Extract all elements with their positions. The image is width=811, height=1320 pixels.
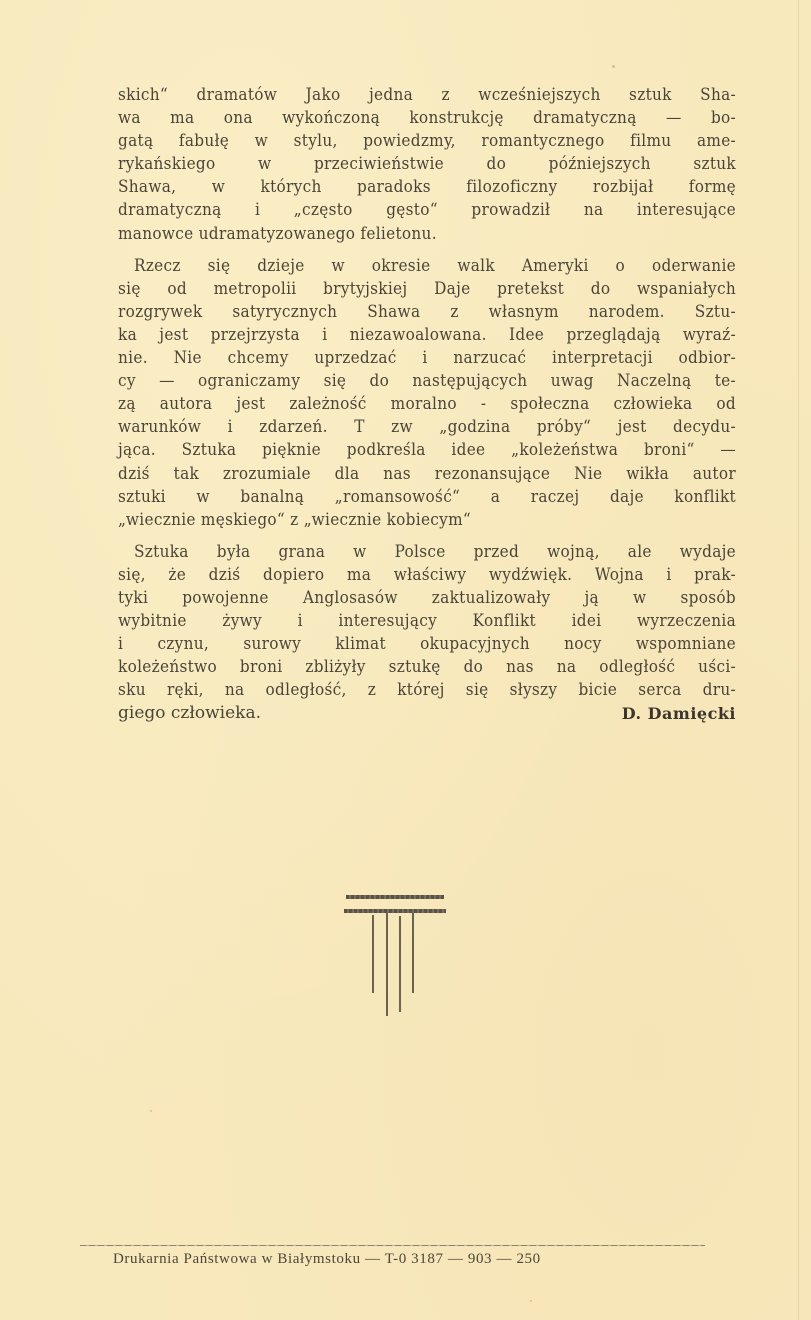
ornament-vertical-rule (372, 915, 374, 993)
paper-speck (612, 65, 615, 68)
author-signature: D. Damięcki (621, 704, 736, 724)
text-line: i czynu, surowy klimat okupacyjnych nocy wspomniane (118, 634, 736, 655)
paper-speck (530, 1300, 532, 1302)
text-line: wybitnie żywy i interesujący Konflikt idei wyrzeczenia (118, 611, 736, 632)
text-line: warunków i zdarzeń. T zw „godzina próby“ jest decydu- (118, 417, 736, 438)
text-line: się od metropolii brytyjskiej Daje pretekst do wspaniałych (118, 278, 736, 299)
paragraph-2 (118, 255, 736, 532)
text-line: koleżeństwo broni zbliżyły sztukę do nas na odległość uści- (118, 657, 736, 678)
text-line: nie. Nie chcemy uprzedzać i narzucać interpretacji odbior- (118, 348, 736, 369)
ornament-vertical-rule (412, 913, 414, 993)
text-line: cy — ograniczamy się do następujących uwag Naczelną te- (118, 371, 736, 392)
text-line: sztuki w banalną „romansowość“ a raczej daje konflikt (118, 486, 736, 507)
text-line: giego człowieka. (118, 703, 262, 724)
text-line: manowce udramatyzowanego felietonu. (118, 223, 437, 244)
text-line: zą autora jest zależność moralno - społeczna człowieka od (118, 394, 736, 415)
text-line: się, że dziś dopiero ma właściwy wydźwięk. Wojna i prak- (118, 564, 736, 585)
text-line: sku ręki, na odległość, z której się słyszy bicie serca dru- (118, 680, 736, 701)
text-line: rozgrywek satyrycznych Shawa z własnym narodem. Sztu- (118, 301, 736, 322)
text-line: jąca. Sztuka pięknie podkreśla idee „koleżeństwa broni“ — (118, 440, 736, 461)
closing-line (118, 702, 736, 725)
text-line: rykańskiego w przeciwieństwie do późniejszych sztuk (118, 154, 736, 175)
text-line: Shawa, w których paradoks filozoficzny rozbijał formę (118, 177, 736, 198)
text-line: skich“ dramatów Jako jedna z wcześniejszych sztuk Sha- (118, 85, 736, 105)
text-line: wa ma ona wykończoną konstrukcję dramatyczną — bo- (118, 108, 736, 129)
typographic-ornament (344, 893, 446, 1033)
ornament-bar-top (346, 895, 444, 899)
text-line: Rzecz się dzieje w okresie walk Ameryki o oderwanie (134, 255, 736, 276)
ornament-vertical-rule (399, 916, 401, 1012)
text-line: „wiecznie męskiego“ z „wiecznie kobiecym“ (118, 509, 472, 530)
text-line: dziś tak zrozumiale dla nas rezonansujące Nie wikła autor (118, 463, 736, 484)
text-line: dramatyczną i „często gęsto“ prowadził na interesujące (118, 200, 736, 221)
text-line: Sztuka była grana w Polsce przed wojną, ale wydaje (134, 541, 736, 562)
text-line: gatą fabułę w stylu, powiedzmy, romantycznego filmu ame- (118, 131, 736, 152)
text-line: tyki powojenne Anglosasów zaktualizowały ją w sposób (118, 587, 736, 608)
article-body (118, 84, 736, 726)
paragraph-3 (118, 541, 736, 726)
ornament-bar-bottom (344, 909, 446, 913)
printer-imprint: Drukarnia Państwowa w Białymstoku — T-0 3187 — 903 — 250 (113, 1251, 541, 1267)
paper-speck (150, 1110, 152, 1112)
paragraph-1 (118, 84, 736, 246)
ornament-vertical-rule (386, 913, 388, 1016)
text-line: ka jest przejrzysta i niezawoalowana. Idee przeglądają wyraź- (118, 324, 736, 345)
footer-rule (80, 1245, 705, 1246)
page-fold-line (798, 0, 799, 1320)
